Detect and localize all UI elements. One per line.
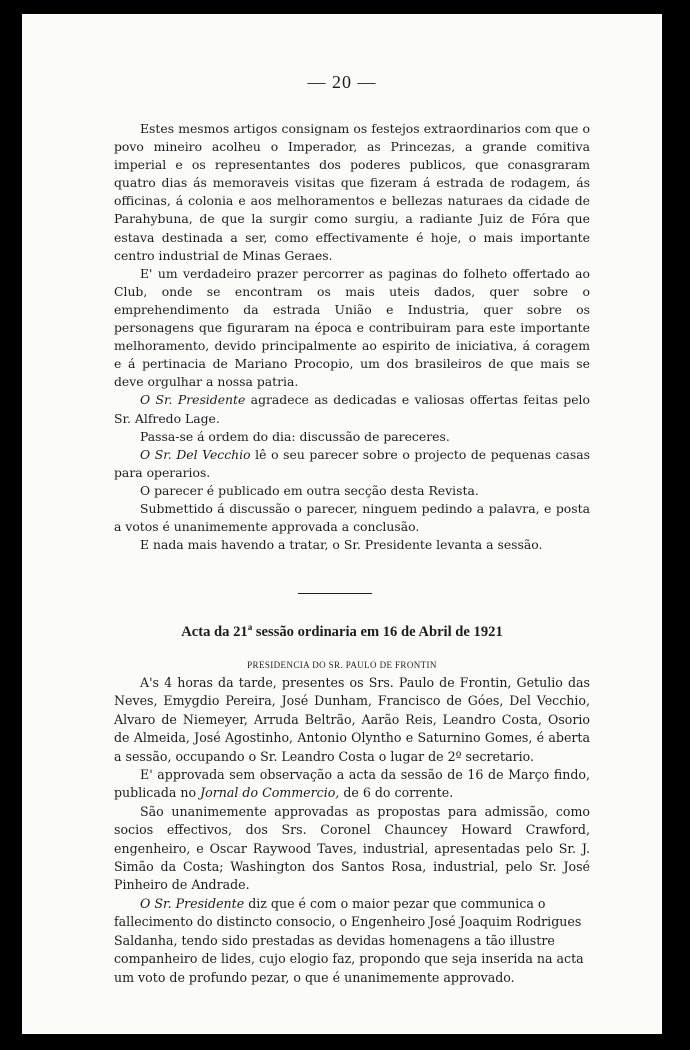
ordinal-suffix: a xyxy=(247,622,253,632)
speaker-name: O Sr. Presidente xyxy=(140,895,245,911)
paragraph-text: de 6 do corrente. xyxy=(339,785,454,801)
newspaper-title: Jornal do Commercio, xyxy=(200,785,340,801)
acta-title-end: sessão ordinaria em 16 de Abril de 1921 xyxy=(252,623,503,640)
paragraph-text: diz que é com o maior pezar que communica o fallecimento do distincto consocio, o Engenheiro José Joaquim Rodrigues Saldanha, tendo sido prestadas as devidas homenagens a tão illustre companheiro de lides, cujo elogio faz, propondo que seja inserida na acta um voto de profundo pezar, o que é unanimemente approvado. xyxy=(114,895,584,985)
speaker-name: O Sr. Presidente xyxy=(140,392,246,408)
paragraph: O parecer é publicado em outra secção desta Revista. xyxy=(140,482,479,498)
paragraph: E nada mais havendo a tratar, o Sr. Presidente levanta a sessão. xyxy=(140,537,543,553)
minutes-text-block xyxy=(114,120,590,554)
paragraph: Passa-se á ordem do dia: discussão de pareceres. xyxy=(140,428,450,444)
acta-subtitle: PRESIDENCIA DO SR. PAULO DE FRONTIN xyxy=(247,660,437,670)
paragraph-text: E' approvada sem observação a acta da sessão de 16 de Março findo, publicada no xyxy=(114,767,590,801)
paragraph: Estes mesmos artigos consignam os festejos extraordinarios com que o povo mineiro acolheu o Imperador, as Princezas, a grande comitiva imperial e os representantes dos poderes publicos, que conasgraram quatro dias ás memoraveis visitas que fizeram á estrada de rodagem, ás officinas, á colonia e aos melhoramentos e bellezas naturaes da cidade de Parahybuna, de que la surgir como surgiu, a radiante Juiz de Fóra que estava destinada a ser, como effectivamente é hoje, o mais importante centro industrial de Minas Geraes. xyxy=(114,121,590,263)
paragraph: Submettido á discussão o parecer, ninguem pedindo a palavra, e posta a votos é unanimemente approvada a conclusão. xyxy=(114,500,590,535)
paragraph xyxy=(114,391,590,427)
speaker-name: O Sr. Del Vecchio xyxy=(140,446,251,462)
section-divider xyxy=(298,593,372,594)
paragraph-text: agradece as dedicadas e valiosas offertas feitas pelo Sr. Alfredo Lage. xyxy=(114,392,590,426)
page-number: — 20 — xyxy=(307,72,377,92)
acta-text-block xyxy=(114,674,590,987)
acta-title xyxy=(22,622,662,641)
document-page xyxy=(22,14,662,1034)
paragraph: São unanimemente approvadas as propostas para admissão, como socios effectivos, dos Srs. Coronel Chauncey Howard Crawford, engenheiro, e Oscar Raywood Taves, industrial, apresentadas pelo Sr. J. Simão da Costa; Washington dos Santos Rosa, industrial, pelo Sr. José Pinheiro de Andrade. xyxy=(114,803,590,893)
paragraph-text: lê o seu parecer sobre o projecto de pequenas casas para operarios. xyxy=(114,446,590,480)
paragraph xyxy=(114,895,590,987)
paragraph xyxy=(114,766,590,803)
paragraph: A's 4 horas da tarde, presentes os Srs. Paulo de Frontin, Getulio das Neves, Emygdio Pereira, José Dunham, Francisco de Góes, Del Vecchio, Alvaro de Niemeyer, Arruda Beltrão, Aarão Reis, Leandro Costa, Osorio de Almeida, José Agostinho, Antonio Olyntho e Saturnino Gomes, é aberta a sessão, occupando o Sr. Leandro Costa o lugar de 2º secretario. xyxy=(114,675,590,764)
paragraph xyxy=(114,446,590,482)
acta-title-start: Acta da 21 xyxy=(181,623,248,640)
paragraph: E' um verdadeiro prazer percorrer as paginas do folheto offertado ao Club, onde se encontram os mais uteis dados, quer sobre o emprehendimento da estrada União e Industria, quer sobre os personagens que figuraram na época e contribuiram para este importante melhoramento, devido principalmente ao espirito de iniciativa, á coragem e á pertinacia de Mariano Procopio, um dos brasileiros de que mais se deve orgulhar a nossa patria. xyxy=(114,265,590,390)
